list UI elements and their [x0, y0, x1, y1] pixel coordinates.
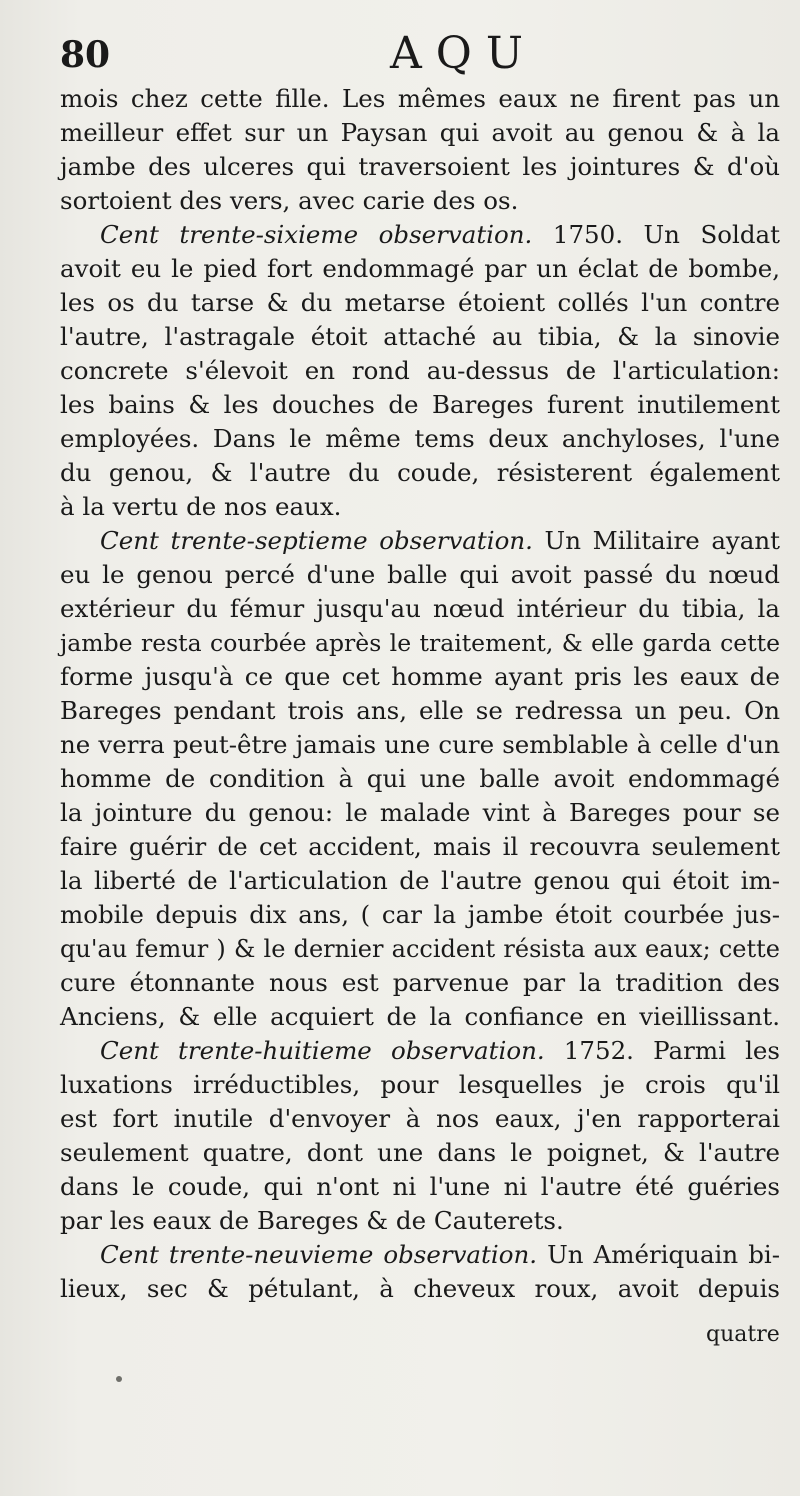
line-text: jambe resta courbée après le traitement, & elle garda cette: [60, 629, 780, 657]
line-text: par les eaux de Bareges & de Cauterets.: [60, 1206, 564, 1235]
page-header: [60, 28, 780, 84]
text-line: [60, 286, 780, 320]
text-line: [60, 1238, 780, 1272]
line-text: Un Militaire ayant: [532, 526, 781, 555]
line-text: est fort inutile d'envoyer à nos eaux, j'en rapporterai: [60, 1104, 780, 1133]
body-text: [60, 82, 780, 1306]
text-line: [60, 592, 780, 626]
text-line: [60, 932, 780, 966]
line-text: à la vertu de nos eaux.: [60, 492, 342, 521]
line-text: cure étonnante nous est parvenue par la tradition des: [60, 968, 780, 997]
observation-heading: Cent trente-sixieme observation.: [100, 220, 533, 249]
text-line: [60, 796, 780, 830]
line-text: Anciens, & elle acquiert de la confiance en vieillissant.: [60, 1002, 780, 1031]
text-line: [60, 252, 780, 286]
text-line: [60, 116, 780, 150]
line-text: ne verra peut-être jamais une cure semblable à celle d'un: [60, 730, 780, 759]
text-line: [60, 1034, 780, 1068]
line-text: Un Amériquain bi-: [537, 1240, 781, 1269]
line-text: 1750. Un Soldat: [532, 220, 780, 249]
running-head: AQU: [390, 28, 537, 79]
line-text: la jointure du genou: le malade vint à Bareges pour se: [60, 798, 780, 827]
observation-heading: Cent trente-septieme observation.: [100, 526, 533, 555]
line-text: employées. Dans le même tems deux anchyloses, l'une: [60, 424, 780, 453]
line-text: lieux, sec & pétulant, à cheveux roux, avoit depuis: [60, 1274, 780, 1303]
text-line: [60, 320, 780, 354]
catchword: quatre: [706, 1322, 780, 1347]
text-line: [60, 150, 780, 184]
text-line: [60, 694, 780, 728]
text-line: [60, 422, 780, 456]
line-text: la liberté de l'articulation de l'autre genou qui étoit im-: [60, 866, 780, 895]
text-line: [60, 660, 780, 694]
line-text: du genou, & l'autre du coude, résisterent également: [60, 458, 780, 487]
observation-heading: Cent trente-neuvieme observation.: [100, 1240, 538, 1269]
text-line: [60, 218, 780, 252]
text-line: [60, 490, 780, 524]
observation-heading: Cent trente-huitieme observation.: [100, 1036, 545, 1065]
text-line: [60, 184, 780, 218]
line-text: avoit eu le pied fort endommagé par un éclat de bombe,: [60, 254, 780, 283]
line-text: concrete s'élevoit en rond au-dessus de l'articulation:: [60, 356, 780, 385]
text-line: [60, 830, 780, 864]
line-text: luxations irréductibles, pour lesquelles je crois qu'il: [60, 1070, 780, 1099]
line-text: mois chez cette fille. Les mêmes eaux ne firent pas un: [60, 84, 780, 113]
text-line: [60, 1204, 780, 1238]
text-line: [60, 626, 780, 660]
line-text: jambe des ulceres qui traversoient les jointures & d'où: [60, 152, 780, 181]
text-line: [60, 762, 780, 796]
line-text: les os du tarse & du metarse étoient collés l'un contre: [60, 288, 780, 317]
line-text: extérieur du fémur jusqu'au nœud intérieur du tibia, la: [60, 594, 780, 623]
line-text: meilleur effet sur un Paysan qui avoit au genou & à la: [60, 118, 780, 147]
line-text: mobile depuis dix ans, ( car la jambe étoit courbée jus-: [60, 900, 780, 929]
text-line: [60, 864, 780, 898]
line-text: l'autre, l'astragale étoit attaché au tibia, & la sinovie: [60, 322, 780, 351]
text-line: [60, 1000, 780, 1034]
line-text: sortoient des vers, avec carie des os.: [60, 186, 519, 215]
line-text: homme de condition à qui une balle avoit endommagé: [60, 764, 780, 793]
line-text: dans le coude, qui n'ont ni l'une ni l'autre été guéries: [60, 1172, 780, 1201]
text-line: [60, 388, 780, 422]
text-line: [60, 456, 780, 490]
text-line: [60, 1102, 780, 1136]
text-line: [60, 558, 780, 592]
line-text: forme jusqu'à ce que cet homme ayant pris les eaux de: [60, 662, 780, 691]
line-text: les bains & les douches de Bareges furent inutilement: [60, 390, 780, 419]
text-line: [60, 82, 780, 116]
text-line: [60, 524, 780, 558]
line-text: seulement quatre, dont une dans le poignet, & l'autre: [60, 1138, 780, 1167]
ink-speck: [116, 1376, 122, 1382]
text-line: [60, 728, 780, 762]
page-number: 80: [60, 34, 111, 76]
text-line: [60, 1068, 780, 1102]
line-text: Bareges pendant trois ans, elle se redressa un peu. On: [60, 696, 780, 725]
line-text: qu'au femur ) & le dernier accident résista aux eaux; cette: [60, 935, 780, 963]
text-line: [60, 1170, 780, 1204]
line-text: faire guérir de cet accident, mais il recouvra seulement: [60, 832, 780, 861]
line-text: 1752. Parmi les: [544, 1036, 780, 1065]
text-line: [60, 1272, 780, 1306]
text-line: [60, 898, 780, 932]
text-line: [60, 354, 780, 388]
text-line: [60, 1136, 780, 1170]
text-line: [60, 966, 780, 1000]
line-text: eu le genou percé d'une balle qui avoit passé du nœud: [60, 560, 780, 589]
